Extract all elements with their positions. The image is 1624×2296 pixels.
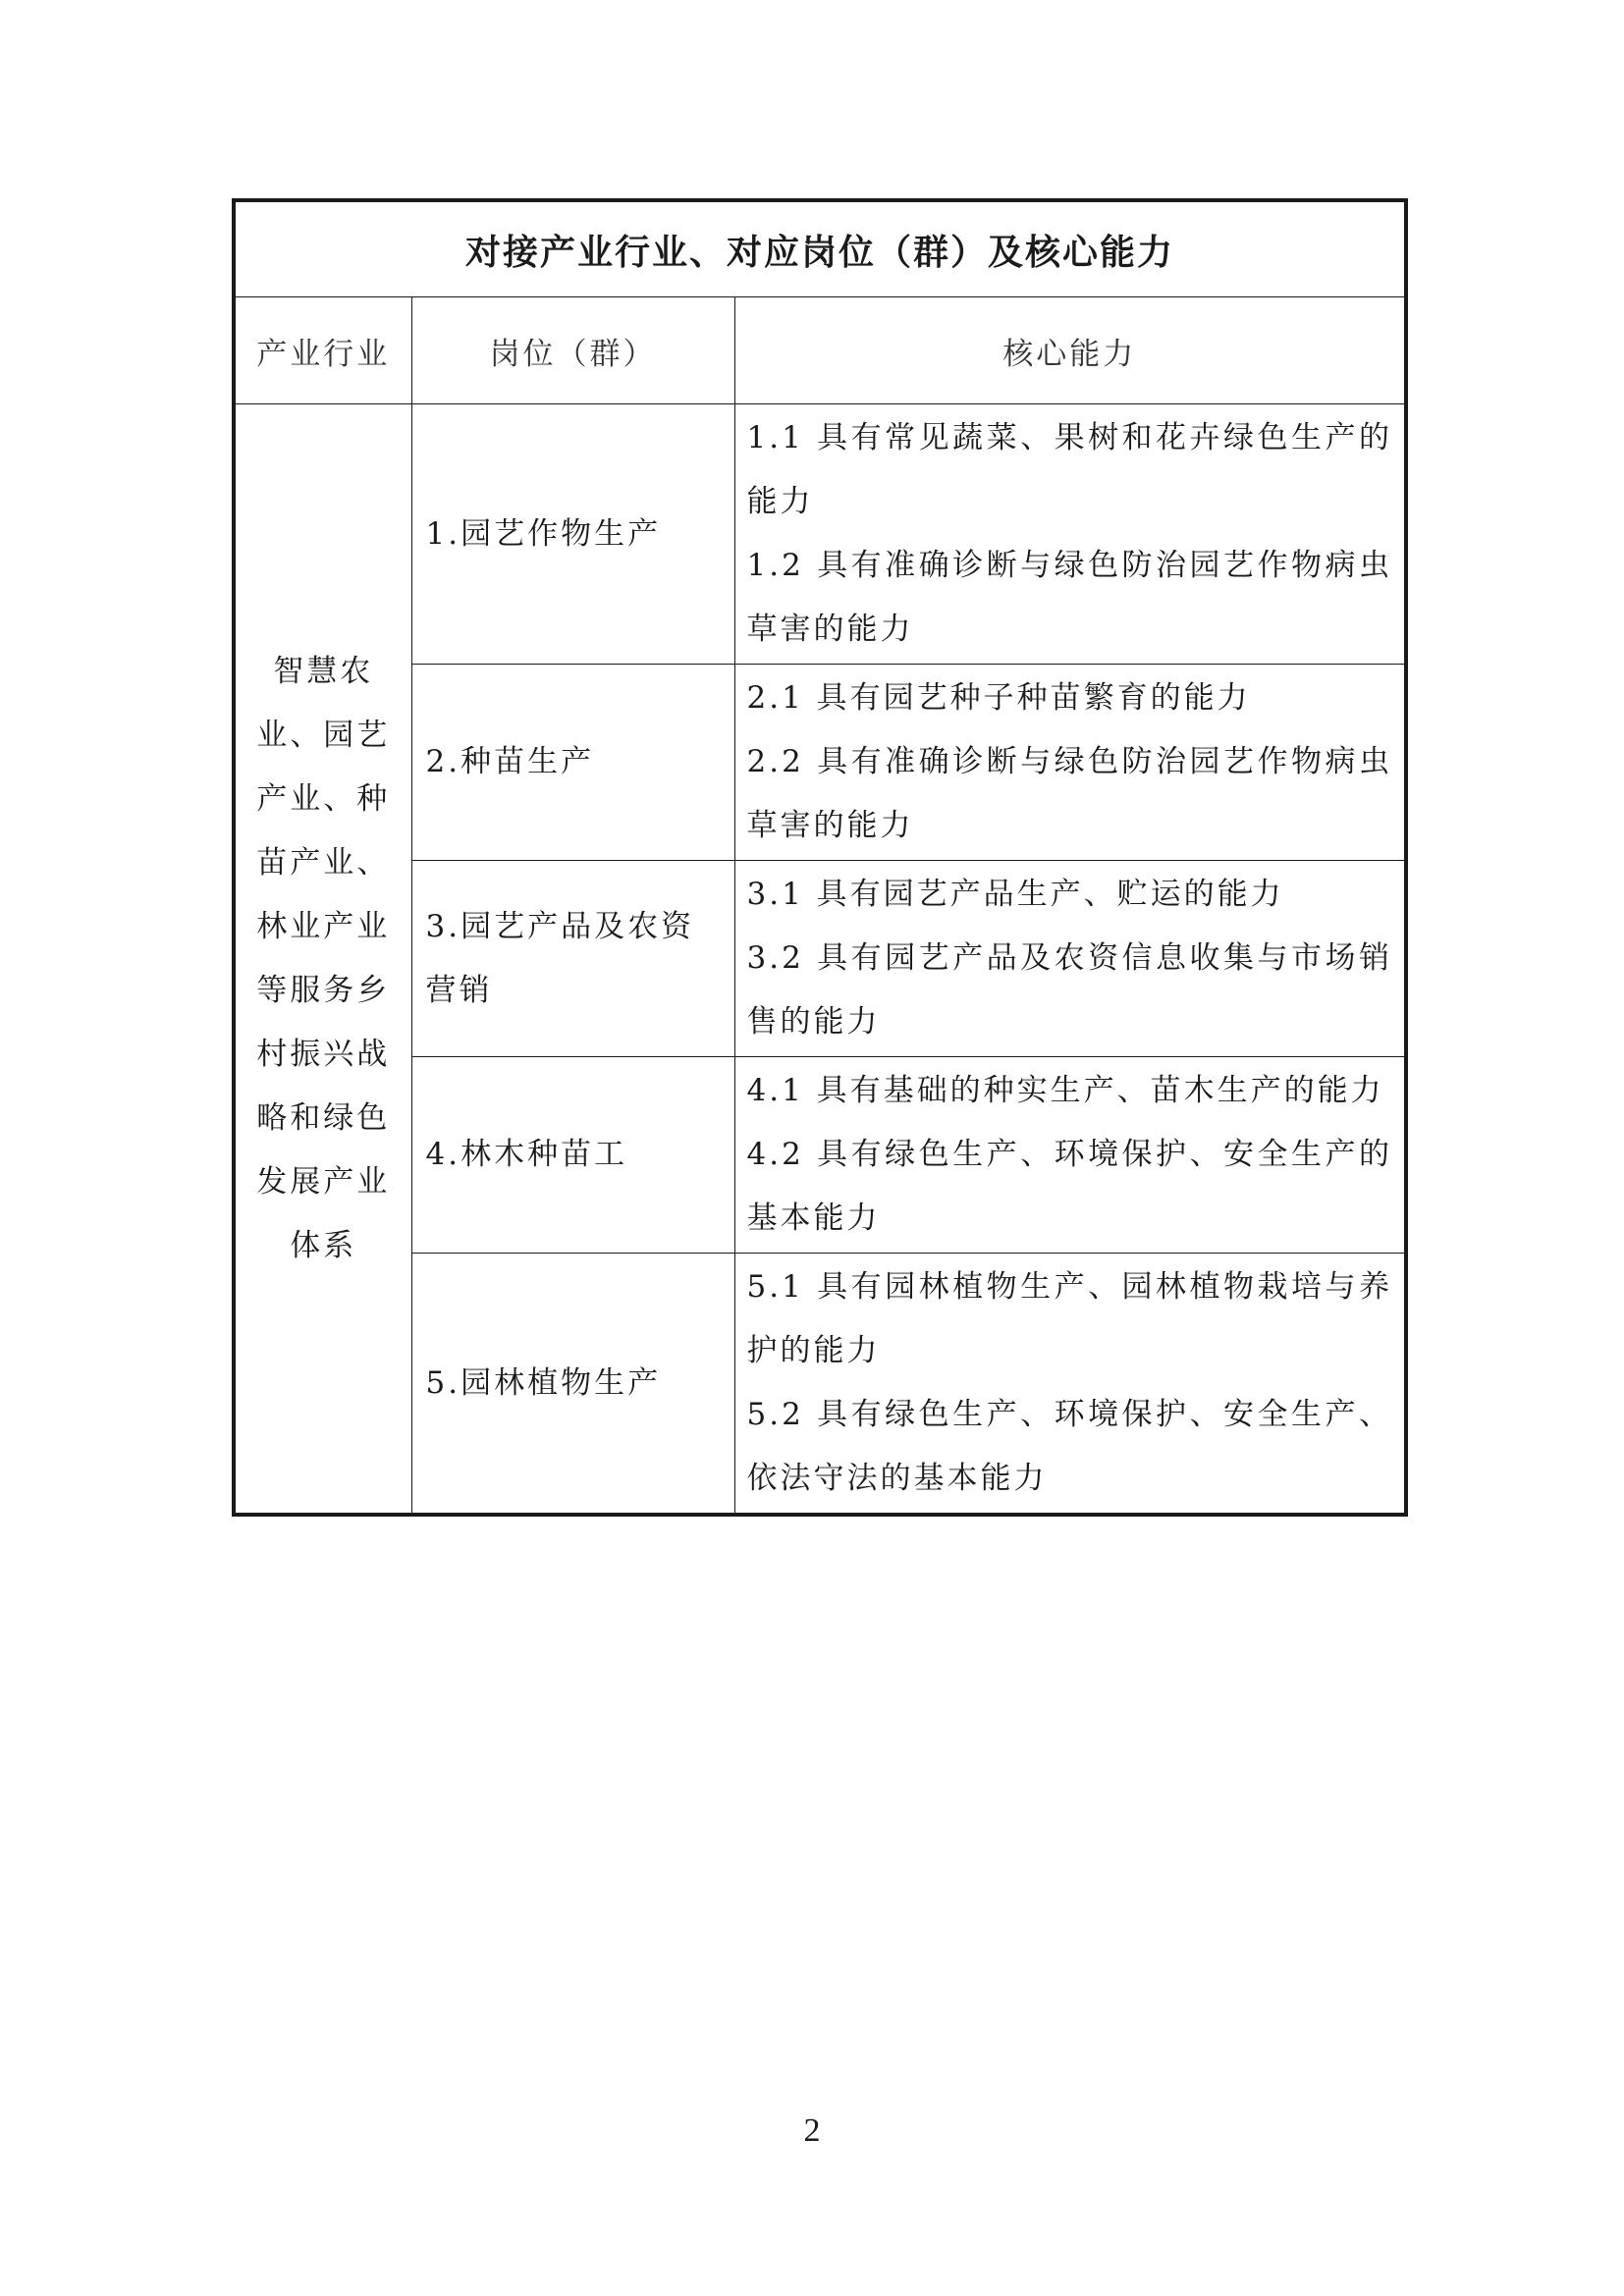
ability-item: 3.1 具有园艺产品生产、贮运的能力	[746, 877, 1284, 912]
ability-cell	[734, 665, 1406, 861]
header-industry: 产业行业	[234, 297, 411, 404]
ability-item: 4.1 具有基础的种实生产、苗木生产的能力	[746, 1073, 1384, 1108]
industry-position-table-wrap	[232, 198, 1404, 1517]
position-cell: 4.林木种苗工	[411, 1057, 734, 1254]
industry-position-table	[232, 198, 1408, 1517]
header-position: 岗位（群）	[411, 297, 734, 404]
position-cell: 2.种苗生产	[411, 665, 734, 861]
ability-item: 2.1 具有园艺种子种苗繁育的能力	[746, 680, 1251, 716]
position-cell: 3.园艺产品及农资营销	[411, 861, 734, 1057]
position-cell: 5.园林植物生产	[411, 1254, 734, 1516]
ability-item: 3.2 具有园艺产品及农资信息收集与市场销售的能力	[746, 940, 1392, 1040]
table-header-row	[234, 297, 1406, 404]
table-title-row	[234, 200, 1406, 297]
header-ability: 核心能力	[734, 297, 1406, 404]
table-row	[234, 404, 1406, 665]
ability-item: 5.1 具有园林植物生产、园林植物栽培与养护的能力	[746, 1269, 1392, 1368]
ability-item: 5.2 具有绿色生产、环境保护、安全生产、依法守法的基本能力	[746, 1397, 1392, 1496]
ability-cell	[734, 1254, 1406, 1516]
ability-item: 1.1 具有常见蔬菜、果树和花卉绿色生产的能力	[746, 420, 1392, 519]
ability-cell	[734, 1057, 1406, 1254]
ability-cell	[734, 404, 1406, 665]
position-cell: 1.园艺作物生产	[411, 404, 734, 665]
industry-cell: 智慧农业、园艺产业、种苗产业、林业产业等服务乡村振兴战略和绿色发展产业体系	[234, 404, 411, 1516]
ability-item: 4.2 具有绿色生产、环境保护、安全生产的基本能力	[746, 1137, 1392, 1236]
table-title: 对接产业行业、对应岗位（群）及核心能力	[234, 200, 1406, 297]
ability-cell	[734, 861, 1406, 1057]
ability-item: 1.2 具有准确诊断与绿色防治园艺作物病虫草害的能力	[746, 548, 1392, 647]
ability-item: 2.2 具有准确诊断与绿色防治园艺作物病虫草害的能力	[746, 744, 1392, 843]
page-number: 2	[803, 2112, 821, 2149]
